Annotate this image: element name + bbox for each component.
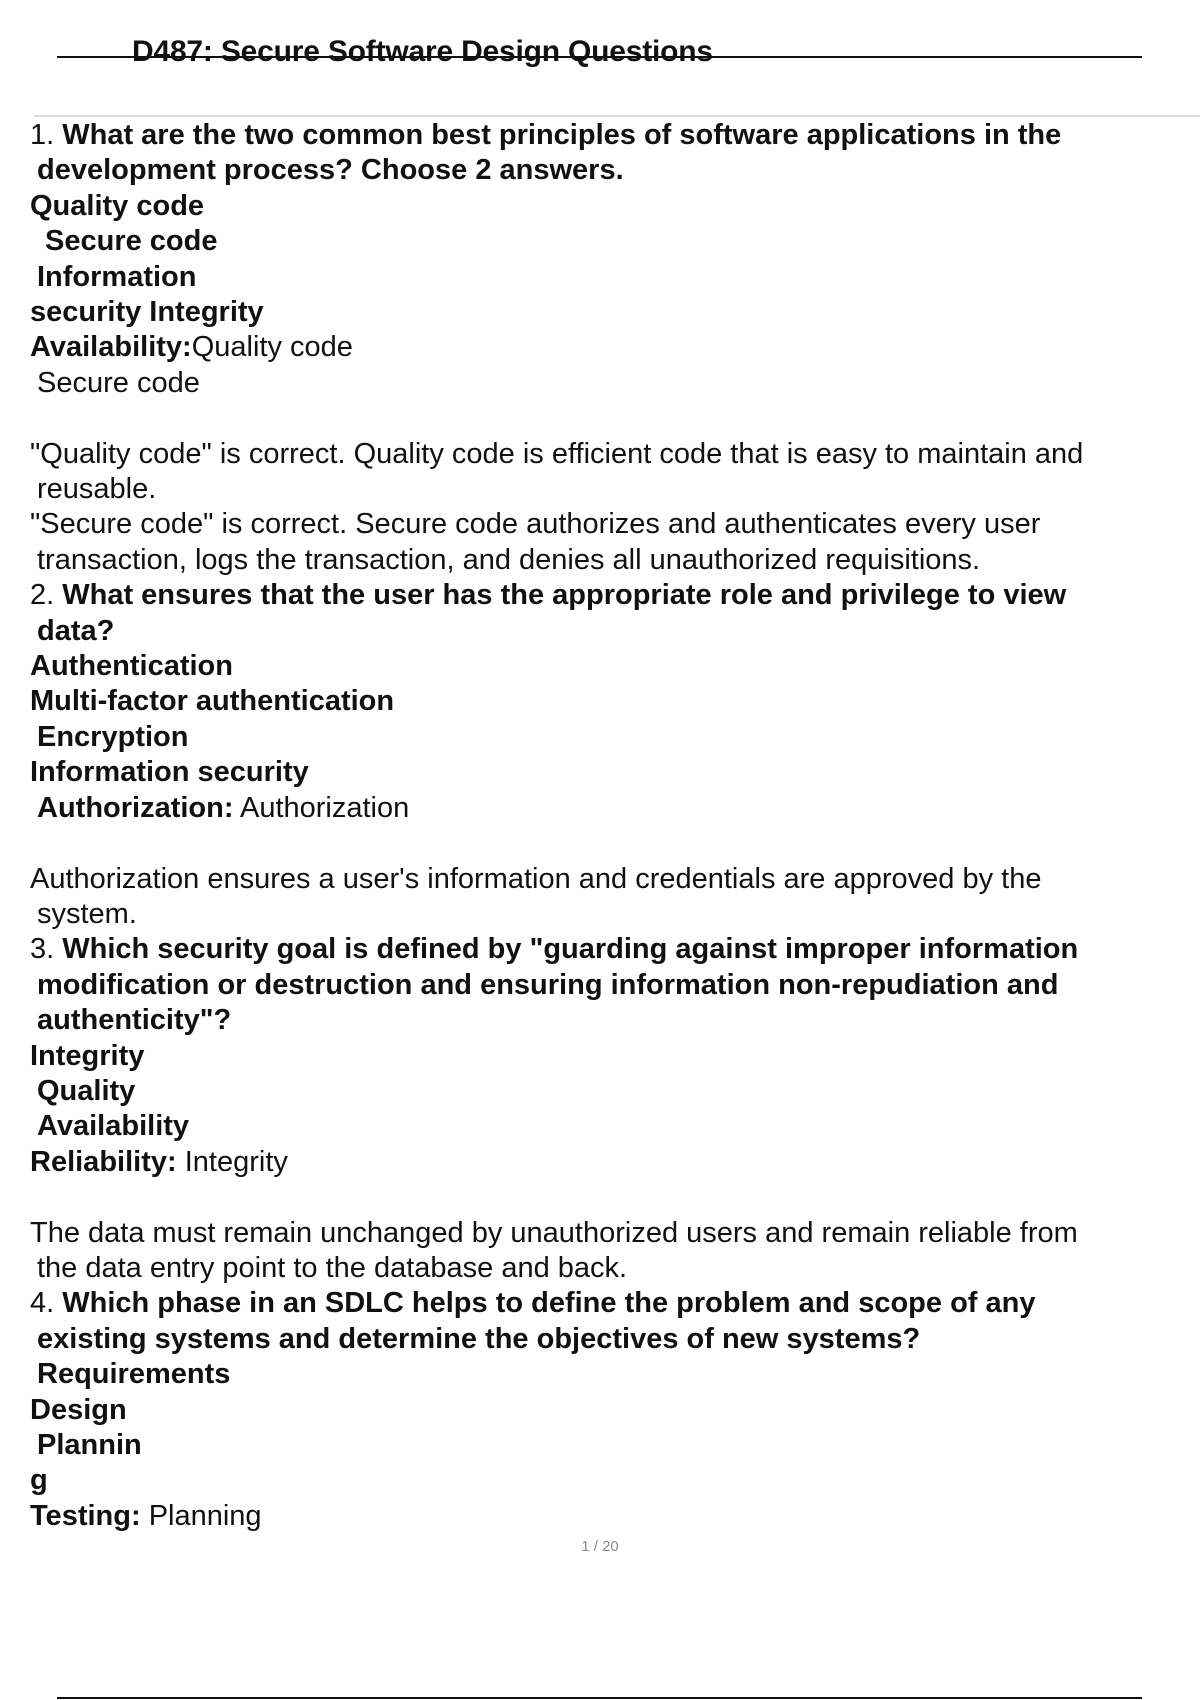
q1-option-1: Quality code xyxy=(30,189,205,222)
q4-answer-row xyxy=(30,1499,1185,1534)
q3-explanation-2: the data entry point to the database and back. xyxy=(37,1251,628,1284)
footer-rule xyxy=(57,1697,1142,1699)
q4-option-4: Testing: xyxy=(30,1499,141,1532)
q1-option-4: Availability: xyxy=(30,331,192,364)
q1-explanation-4: transaction, logs the transaction, and denies all unauthorized requisitions. xyxy=(37,543,981,576)
q4-option-3b: g xyxy=(30,1464,48,1497)
q3-answer-row xyxy=(30,1145,1185,1180)
q2-text-line2: data? xyxy=(37,614,115,647)
q4-number: 4. xyxy=(30,1287,55,1320)
q2-text: What ensures that the user has the appropriate role and privilege to view xyxy=(62,579,1067,612)
header-divider xyxy=(34,115,1200,117)
q1-text: What are the two common best principles of software applications in the xyxy=(62,119,1062,151)
q1-explanation-1: "Quality code" is correct. Quality code is efficient code that is easy to maintain and xyxy=(30,437,1084,470)
q3-explanation-1: The data must remain unchanged by unauthorized users and remain reliable from xyxy=(30,1216,1078,1249)
q2-option-4: Information security xyxy=(30,756,309,789)
q1-answer-line2: Secure code xyxy=(37,366,200,399)
q1-text-line1 xyxy=(30,118,1185,153)
q3-text-line1 xyxy=(30,932,1185,967)
q3-option-3: Availability xyxy=(37,1110,190,1143)
q4-option-2: Design xyxy=(30,1393,127,1426)
q1-number: 1. xyxy=(30,119,55,151)
q1-answer-row xyxy=(30,330,1185,365)
q4-option-1: Requirements xyxy=(37,1358,231,1391)
q3-number: 3. xyxy=(30,933,55,966)
q2-option-2: Multi-factor authentication xyxy=(30,685,395,718)
q4-answer: Planning xyxy=(148,1499,262,1532)
page-indicator: 1 / 20 xyxy=(581,1538,619,1555)
q3-option-2: Quality xyxy=(37,1074,136,1107)
q2-explanation-1: Authorization ensures a user's information and credentials are approved by the xyxy=(30,862,1042,895)
q3-option-4: Reliability: xyxy=(30,1145,177,1178)
q3-text: Which security goal is defined by "guarding against improper information xyxy=(62,933,1079,966)
q4-text-line2: existing systems and determine the objectives of new systems? xyxy=(37,1322,921,1355)
q2-option-5: Authorization: xyxy=(37,791,234,824)
q1-option-3b: security Integrity xyxy=(30,296,264,329)
q3-answer: Integrity xyxy=(184,1145,288,1178)
q2-answer-row xyxy=(30,791,1185,826)
q2-number: 2. xyxy=(30,579,55,612)
q4-text-line1 xyxy=(30,1286,1185,1321)
q4-text: Which phase in an SDLC helps to define the problem and scope of any xyxy=(62,1287,1036,1320)
q2-explanation-2: system. xyxy=(37,897,137,930)
q1-option-3a: Information xyxy=(37,260,197,293)
q2-option-3: Encryption xyxy=(37,720,189,753)
q2-text-line1 xyxy=(30,578,1185,613)
q3-text-line2: modification or destruction and ensuring information non-repudiation and xyxy=(37,968,1059,1001)
q1-explanation-2: reusable. xyxy=(37,473,157,506)
question-content xyxy=(30,118,1185,1534)
q1-option-2: Secure code xyxy=(45,225,218,258)
q3-text-line3: authenticity"? xyxy=(37,1004,232,1037)
q3-option-1: Integrity xyxy=(30,1039,145,1072)
q1-explanation-3: "Secure code" is correct. Secure code authorizes and authenticates every user xyxy=(30,508,1041,541)
q1-text-line2: development process? Choose 2 answers. xyxy=(37,154,624,187)
q1-answer: Quality code xyxy=(191,331,353,364)
q4-option-3a: Plannin xyxy=(37,1428,142,1461)
document-title: D487: Secure Software Design Questions xyxy=(132,35,713,68)
q2-option-1: Authentication xyxy=(30,650,233,683)
q2-answer: Authorization xyxy=(239,791,410,824)
